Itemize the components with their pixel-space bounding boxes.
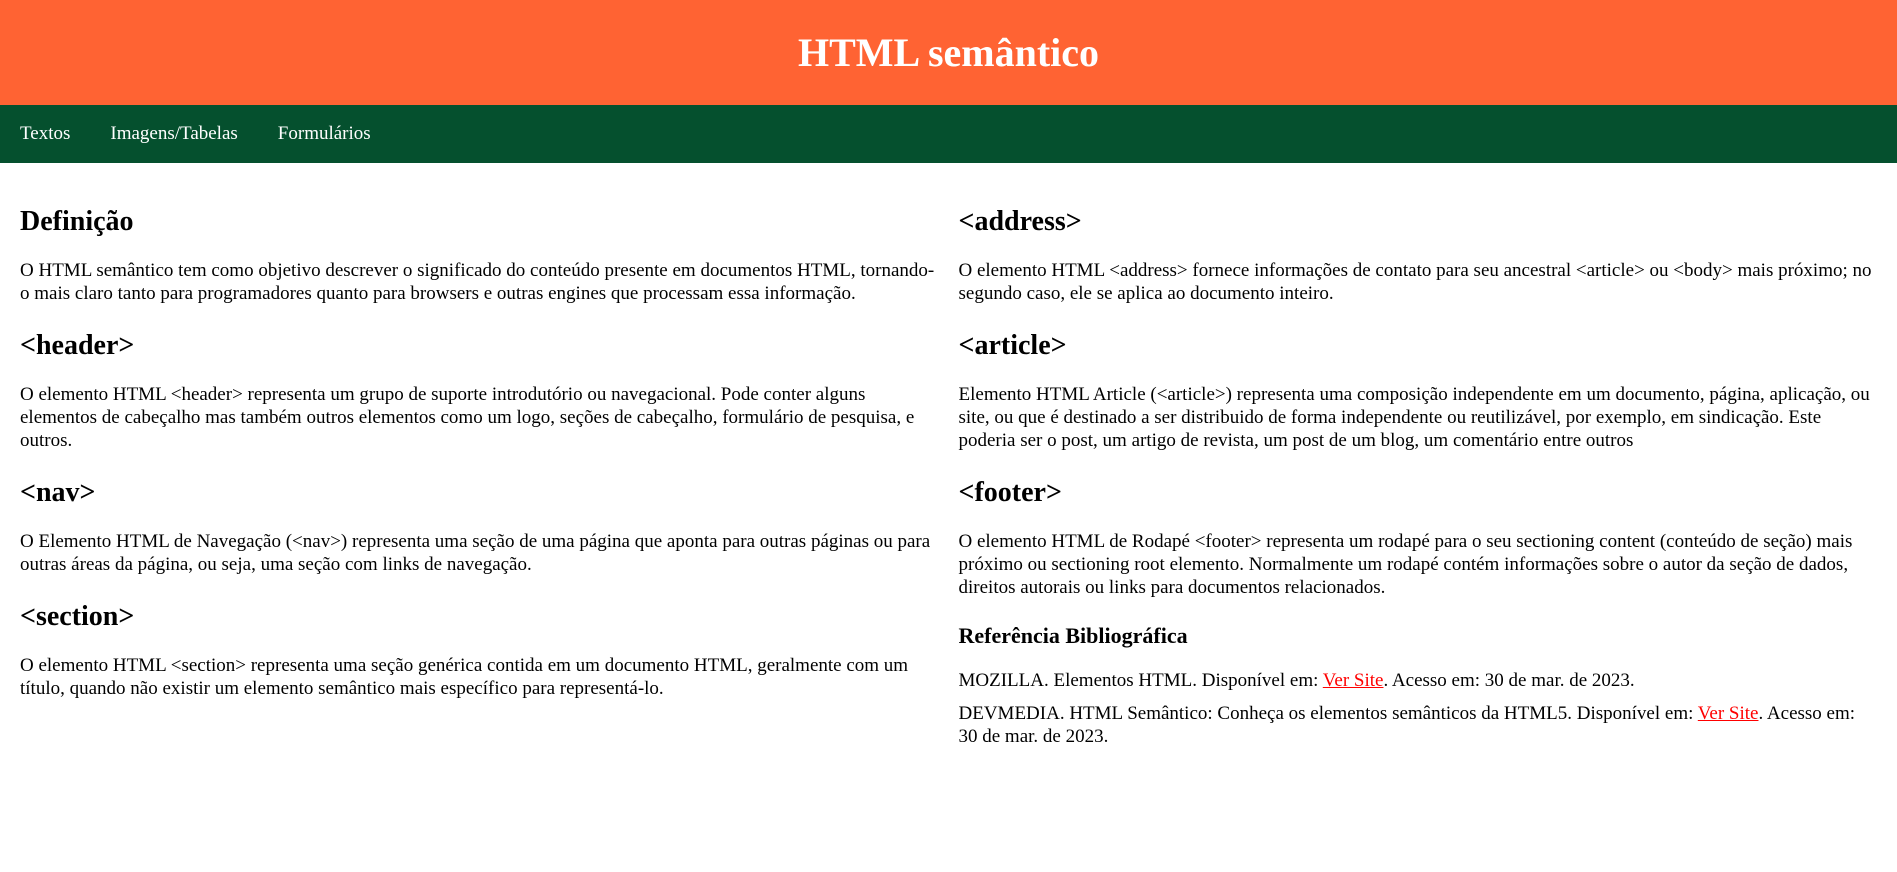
section-text: O elemento HTML <header> representa um grupo de suporte introdutório ou navegacional. Pode conter alguns elementos de cabeçalho mas também outros elementos como um logo, seções de cabeçalho, formulário de pesquisa, e outros.	[20, 384, 915, 451]
section-text: O Elemento HTML de Navegação (<nav>) representa uma seção de uma página que aponta para outras páginas ou para outras áreas da página, ou seja, uma seção com links de navegação.	[20, 531, 931, 575]
section-header	[20, 329, 939, 452]
reference-item	[959, 669, 1878, 692]
section-text: Elemento HTML Article (<article>) representa uma composição independente em um documento, página, aplicação, ou site, ou que é destinado a ser distribuido de forma independente ou reutilizável, por exemplo, em sindicação. Este poderia ser o post, um artigo de revista, um post de um blog, um comentário entre outros	[958, 384, 1870, 451]
reference-link[interactable]: Ver Site	[1322, 670, 1384, 691]
reference-access-text: . Acesso em: 30 de mar. de 2023.	[958, 703, 1856, 747]
nav-link-textos[interactable]: Textos	[20, 123, 71, 144]
site-header	[0, 0, 1897, 105]
reference-access-text: . Acesso em: 30 de mar. de 2023.	[1383, 670, 1635, 691]
section-text: O HTML semântico tem como objetivo descrever o significado do conteúdo presente em documentos HTML, tornando-o mais claro tanto para programadores quanto para browsers e outras engines que processam essa informação.	[20, 260, 935, 304]
main-content	[0, 163, 1897, 748]
nav-link-formularios[interactable]: Formulários	[277, 123, 371, 144]
section-heading: <article>	[958, 330, 1067, 361]
main-nav	[0, 105, 1897, 163]
left-column	[20, 163, 959, 748]
reference-text: DEVMEDIA. HTML Semântico: Conheça os elementos semânticos da HTML5. Disponível em:	[958, 703, 1698, 724]
reference-item	[959, 702, 1878, 748]
section-article	[959, 329, 1878, 452]
references	[959, 623, 1878, 748]
references-heading: Referência Bibliográfica	[958, 623, 1188, 648]
section-nav	[20, 476, 939, 576]
section-text: O elemento HTML <address> fornece informações de contato para seu ancestral <article> ou <body> mais próximo; no segundo caso, ele se aplica ao documento inteiro.	[958, 260, 1872, 304]
section-section	[20, 600, 939, 700]
right-column	[959, 163, 1878, 748]
section-heading: <footer>	[958, 477, 1062, 508]
section-definicao	[20, 205, 939, 305]
section-heading: <address>	[958, 206, 1082, 237]
reference-text: MOZILLA. Elementos HTML. Disponível em:	[958, 670, 1323, 691]
section-footer	[959, 476, 1878, 599]
section-address	[959, 205, 1878, 305]
section-heading: <section>	[20, 601, 135, 632]
section-heading: <header>	[20, 330, 135, 361]
page-title: HTML semântico	[797, 29, 1100, 75]
reference-link[interactable]: Ver Site	[1697, 703, 1759, 724]
nav-link-imagens-tabelas[interactable]: Imagens/Tabelas	[110, 123, 238, 144]
section-text: O elemento HTML <section> representa uma seção genérica contida em um documento HTML, geralmente com um título, quando não existir um elemento semântico mais específico para representá-lo.	[20, 655, 909, 699]
section-heading: Definição	[20, 206, 134, 237]
section-text: O elemento HTML de Rodapé <footer> representa um rodapé para o seu sectioning content (conteúdo de seção) mais próximo ou sectioning root elemento. Normalmente um rodapé contém informações sobre o autor da seção de dados, direitos autorais ou links para documentos relacionados.	[958, 531, 1853, 598]
section-heading: <nav>	[20, 477, 96, 508]
